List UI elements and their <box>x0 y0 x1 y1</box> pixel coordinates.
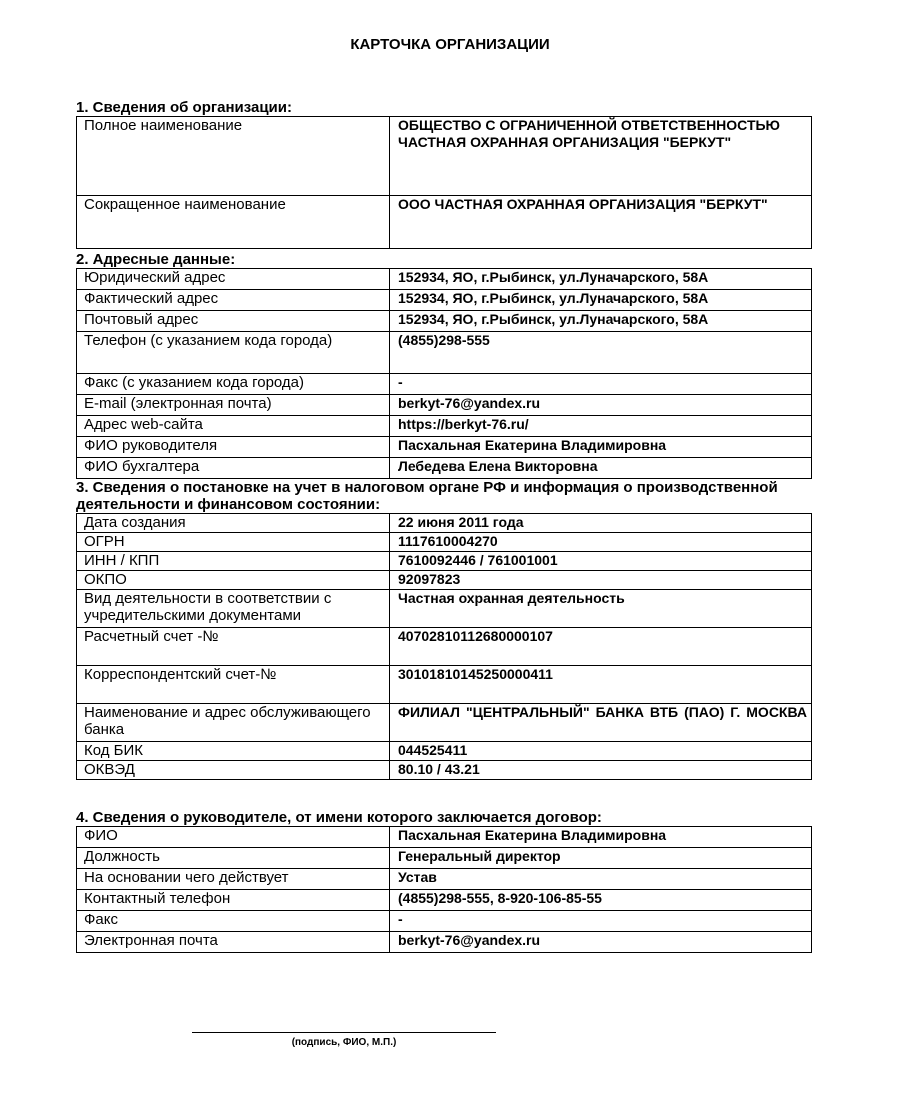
row-value: ООО ЧАСТНАЯ ОХРАННАЯ ОРГАНИЗАЦИЯ "БЕРКУТ" <box>390 196 812 249</box>
row-label: Сокращенное наименование <box>77 196 390 249</box>
tax-registration-table <box>76 513 812 780</box>
table-row <box>77 848 812 869</box>
row-value: 152934, ЯО, г.Рыбинск, ул.Луначарского, 58А <box>390 311 812 332</box>
table-row <box>77 704 812 742</box>
row-value: 80.10 / 43.21 <box>390 761 812 780</box>
row-label: ИНН / КПП <box>77 552 390 571</box>
row-label: ФИО руководителя <box>77 437 390 458</box>
table-row <box>77 290 812 311</box>
signature-caption: (подпись, ФИО, М.П.) <box>291 1037 397 1048</box>
table-row <box>77 742 812 761</box>
table-row <box>77 571 812 590</box>
signature-line <box>192 1032 496 1033</box>
row-label: E-mail (электронная почта) <box>77 395 390 416</box>
row-label: Факс <box>77 911 390 932</box>
row-label: Телефон (с указанием кода города) <box>77 332 390 374</box>
row-value: https://berkyt-76.ru/ <box>390 416 812 437</box>
table-row <box>77 590 812 628</box>
row-value: berkyt-76@yandex.ru <box>390 395 812 416</box>
address-data-table <box>76 268 812 479</box>
table-row <box>77 911 812 932</box>
row-value: berkyt-76@yandex.ru <box>390 932 812 953</box>
row-label: Контактный телефон <box>77 890 390 911</box>
table-row <box>77 332 812 374</box>
organization-info-table <box>76 116 812 249</box>
row-value: 152934, ЯО, г.Рыбинск, ул.Луначарского, 58А <box>390 269 812 290</box>
table-row <box>77 374 812 395</box>
row-value: 40702810112680000107 <box>390 628 812 666</box>
row-label: Адрес web-сайта <box>77 416 390 437</box>
document-title: КАРТОЧКА ОРГАНИЗАЦИИ <box>350 36 550 53</box>
row-value: (4855)298-555 <box>390 332 812 374</box>
row-label: Электронная почта <box>77 932 390 953</box>
row-value: ОБЩЕСТВО С ОГРАНИЧЕННОЙ ОТВЕТСТВЕННОСТЬЮ ЧАСТНАЯ ОХРАННАЯ ОРГАНИЗАЦИЯ "БЕРКУТ" <box>390 117 812 196</box>
section-heading: 4. Сведения о руководителе, от имени которого заключается договор: <box>76 809 602 826</box>
row-value: 30101810145250000411 <box>390 666 812 704</box>
row-value: - <box>390 911 812 932</box>
row-label: Факс (с указанием кода города) <box>77 374 390 395</box>
row-label: На основании чего действует <box>77 869 390 890</box>
table-row <box>77 552 812 571</box>
table-row <box>77 458 812 479</box>
table-row <box>77 869 812 890</box>
row-label: Почтовый адрес <box>77 311 390 332</box>
table-row <box>77 196 812 249</box>
row-value: (4855)298-555, 8-920-106-85-55 <box>390 890 812 911</box>
row-value: - <box>390 374 812 395</box>
row-value: 044525411 <box>390 742 812 761</box>
row-value: Лебедева Елена Викторовна <box>390 458 812 479</box>
row-value: Частная охранная деятельность <box>390 590 812 628</box>
row-label: ОКВЭД <box>77 761 390 780</box>
row-value: Устав <box>390 869 812 890</box>
row-value: 1117610004270 <box>390 533 812 552</box>
section-organization-info <box>76 99 812 249</box>
table-row <box>77 533 812 552</box>
table-row <box>77 311 812 332</box>
table-row <box>77 628 812 666</box>
row-label: Полное наименование <box>77 117 390 196</box>
row-value: 7610092446 / 761001001 <box>390 552 812 571</box>
section-signatory-info <box>76 809 812 953</box>
row-label: Корреспондентский счет-№ <box>77 666 390 704</box>
section-tax-registration <box>76 479 812 780</box>
section-heading: 1. Сведения об организации: <box>76 99 292 116</box>
row-label: Код БИК <box>77 742 390 761</box>
row-value: Генеральный директор <box>390 848 812 869</box>
table-row <box>77 761 812 780</box>
table-row <box>77 666 812 704</box>
row-label: Должность <box>77 848 390 869</box>
table-row <box>77 827 812 848</box>
table-row <box>77 416 812 437</box>
row-label: Наименование и адрес обслуживающего банка <box>77 704 390 742</box>
row-value: Пасхальная Екатерина Владимировна <box>390 827 812 848</box>
row-label: ОГРН <box>77 533 390 552</box>
table-row <box>77 437 812 458</box>
row-label: ОКПО <box>77 571 390 590</box>
table-row <box>77 269 812 290</box>
row-value: 92097823 <box>390 571 812 590</box>
row-label: Вид деятельности в соответствии с учредительскими документами <box>77 590 390 628</box>
table-row <box>77 514 812 533</box>
section-address-data <box>76 251 812 479</box>
section-heading: 2. Адресные данные: <box>76 251 236 268</box>
row-label: ФИО <box>77 827 390 848</box>
row-label: Дата создания <box>77 514 390 533</box>
row-value: ФИЛИАЛ "ЦЕНТРАЛЬНЫЙ" БАНКА ВТБ (ПАО) Г. МОСКВА <box>390 704 812 742</box>
row-label: Расчетный счет -№ <box>77 628 390 666</box>
row-value: 22 июня 2011 года <box>390 514 812 533</box>
table-row <box>77 890 812 911</box>
table-row <box>77 932 812 953</box>
row-value: Пасхальная Екатерина Владимировна <box>390 437 812 458</box>
row-label: Юридический адрес <box>77 269 390 290</box>
table-row <box>77 395 812 416</box>
row-value: 152934, ЯО, г.Рыбинск, ул.Луначарского, 58А <box>390 290 812 311</box>
row-label: ФИО бухгалтера <box>77 458 390 479</box>
table-row <box>77 117 812 196</box>
row-label: Фактический адрес <box>77 290 390 311</box>
signatory-info-table <box>76 826 812 953</box>
section-heading: 3. Сведения о постановке на учет в налоговом органе РФ и информация о производственной деятельности и финансовом состоянии: <box>76 479 778 513</box>
